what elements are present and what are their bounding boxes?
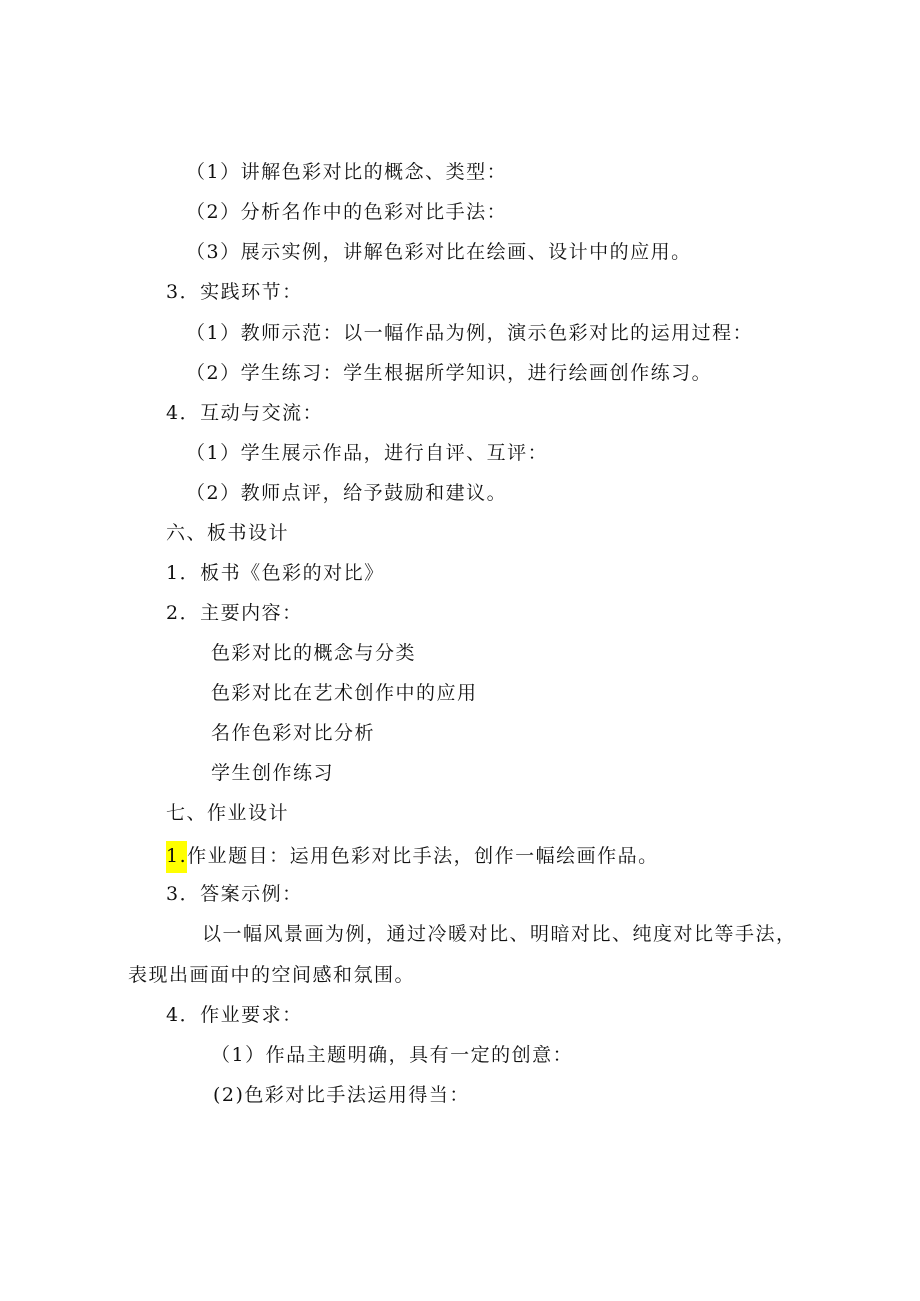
highlighted-list-number: 1. xyxy=(166,841,187,873)
list-number: （2） xyxy=(186,482,241,504)
list-number: （3） xyxy=(186,241,241,263)
list-item xyxy=(186,440,548,466)
list-number: (2) xyxy=(213,1084,245,1106)
paragraph-text: 表现出画面中的空间感和氛围。 xyxy=(128,964,416,986)
list-number: （1） xyxy=(186,322,241,344)
list-item xyxy=(166,881,303,907)
list-text: 教师示范：以一幅作品为例，演示色彩对比的运用过程： xyxy=(240,322,754,344)
list-item xyxy=(166,841,659,873)
content-item xyxy=(211,680,478,706)
content-text: 色彩对比的概念与分类 xyxy=(211,642,417,664)
list-item xyxy=(213,1082,470,1108)
section-heading-text: 六、板书设计 xyxy=(166,522,290,544)
paragraph-text: 以一幅风景画为例，通过冷暖对比、明暗对比、纯度对比等手法， xyxy=(202,923,797,945)
list-item xyxy=(186,159,507,185)
list-item xyxy=(186,199,507,225)
list-number: （2） xyxy=(186,362,241,384)
list-item xyxy=(166,600,303,626)
list-item xyxy=(211,1042,573,1068)
list-item xyxy=(186,320,753,346)
content-item xyxy=(211,720,375,746)
list-text: 主要内容： xyxy=(200,602,303,624)
paragraph-line xyxy=(202,921,797,947)
list-text: 讲解色彩对比的概念、类型： xyxy=(240,161,508,183)
section-heading xyxy=(166,520,289,546)
list-text: 实践环节： xyxy=(200,281,303,303)
list-number: （2） xyxy=(186,201,241,223)
list-item xyxy=(186,239,692,265)
list-text: 作业题目：运用色彩对比手法，创作一幅绘画作品。 xyxy=(187,845,659,867)
content-text: 学生创作练习 xyxy=(211,762,335,784)
list-number: （1） xyxy=(186,161,241,183)
list-text: 分析名作中的色彩对比手法： xyxy=(240,201,508,223)
list-text: 作业要求： xyxy=(200,1004,303,1026)
list-number: 4． xyxy=(166,1004,201,1026)
list-text: 板书《色彩的对比》 xyxy=(200,562,385,584)
list-item xyxy=(186,360,712,386)
list-text: 学生展示作品，进行自评、互评： xyxy=(240,442,549,464)
list-number: 4． xyxy=(166,402,201,424)
content-text: 名作色彩对比分析 xyxy=(211,722,376,744)
content-item xyxy=(211,640,416,666)
list-number: 1． xyxy=(166,562,201,584)
list-number: 2． xyxy=(166,602,201,624)
section-heading-text: 七、作业设计 xyxy=(166,802,290,824)
list-number: 3． xyxy=(166,883,201,905)
list-item xyxy=(166,400,323,426)
list-text: 展示实例，讲解色彩对比在绘画、设计中的应用。 xyxy=(240,241,692,263)
paragraph-line xyxy=(128,962,415,988)
list-text: 教师点评，给予鼓励和建议。 xyxy=(240,482,508,504)
list-text: 色彩对比手法运用得当： xyxy=(244,1084,470,1106)
content-text: 色彩对比在艺术创作中的应用 xyxy=(211,682,478,704)
content-item xyxy=(211,760,334,786)
list-item xyxy=(166,560,385,586)
list-item xyxy=(186,480,507,506)
list-text: 作品主题明确，具有一定的创意： xyxy=(265,1044,574,1066)
list-number: 3． xyxy=(166,281,201,303)
list-text: 答案示例： xyxy=(200,883,303,905)
list-item xyxy=(166,279,303,305)
list-number: （1） xyxy=(211,1044,266,1066)
list-text: 学生练习：学生根据所学知识，进行绘画创作练习。 xyxy=(240,362,713,384)
list-number: （1） xyxy=(186,442,241,464)
list-item xyxy=(166,1002,303,1028)
section-heading xyxy=(166,800,289,826)
list-text: 互动与交流： xyxy=(200,402,324,424)
